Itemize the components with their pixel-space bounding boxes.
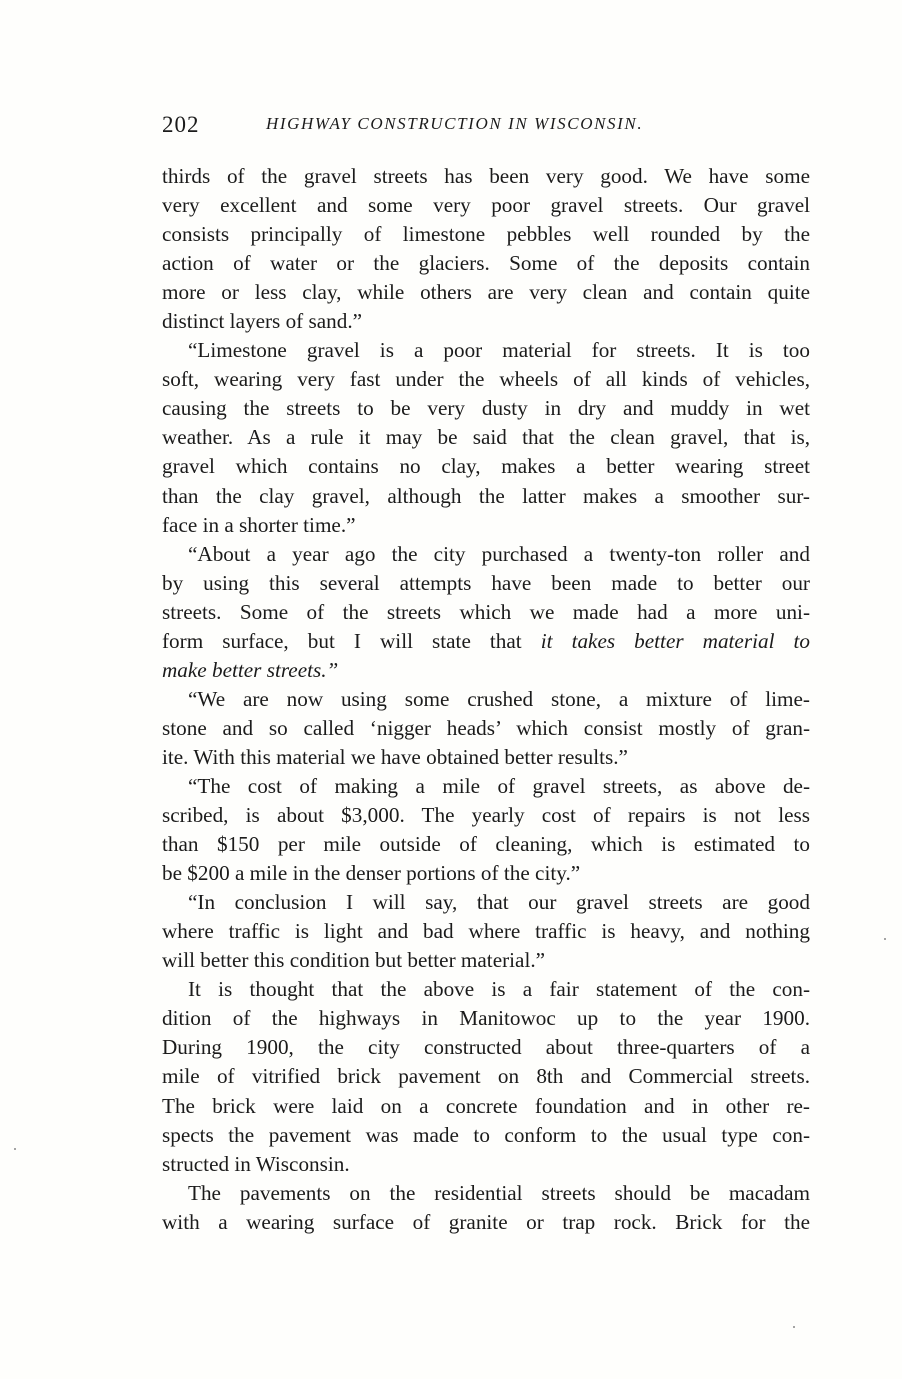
text-line: will better this condition but better material.”: [162, 948, 546, 973]
text-line: by using this several attempts have been made to better our: [162, 570, 810, 595]
text-line: It is thought that the above is a fair statement of the con-: [188, 977, 810, 1002]
text-line: more or less clay, while others are very clean and contain quite: [162, 280, 810, 305]
text-line: “In conclusion I will say, that our gravel streets are good: [188, 890, 810, 915]
italic-segment: it takes better material to: [540, 628, 810, 653]
text-line: action of water or the glaciers. Some of the deposits contain: [162, 251, 810, 276]
text-line-mixed: [162, 627, 810, 656]
text-line: causing the streets to be very dusty in dry and muddy in wet: [162, 396, 810, 421]
text-line: gravel which contains no clay, makes a better wearing street: [162, 454, 810, 479]
body-text: [162, 162, 810, 1237]
text-line: ite. With this material we have obtained better results.”: [162, 744, 628, 769]
text-line: with a wearing surface of granite or trap rock. Brick for the: [162, 1209, 810, 1234]
text-line: scribed, is about $3,000. The yearly cost of repairs is not less: [162, 803, 810, 828]
text-line: During 1900, the city constructed about three-quarters of a: [162, 1035, 810, 1060]
text-line: “The cost of making a mile of gravel streets, as above de-: [188, 773, 810, 798]
text-line: consists principally of limestone pebbles well rounded by the: [162, 222, 810, 247]
text-line: stone and so called ‘nigger heads’ which consist mostly of gran-: [162, 715, 810, 740]
text-line: distinct layers of sand.”: [162, 309, 363, 334]
text-line: very excellent and some very poor gravel streets. Our gravel: [162, 193, 810, 218]
text-line: than the clay gravel, although the latter makes a smoother sur-: [162, 483, 810, 508]
text-line: “We are now using some crushed stone, a mixture of lime-: [188, 686, 810, 711]
text-line: where traffic is light and bad where traffic is heavy, and nothing: [162, 919, 810, 944]
text-line: “About a year ago the city purchased a twenty-ton roller and: [188, 541, 810, 566]
text-line: spects the pavement was made to conform to the usual type con-: [162, 1122, 810, 1147]
text-line: dition of the highways in Manitowoc up to the year 1900.: [162, 1006, 810, 1031]
text-segment: form surface, but I will state that: [162, 628, 522, 653]
paper-speck: [884, 938, 886, 940]
text-line: soft, wearing very fast under the wheels of all kinds of vehicles,: [162, 367, 810, 392]
text-line: face in a shorter time.”: [162, 512, 356, 537]
text-line: streets. Some of the streets which we made had a more uni-: [162, 599, 810, 624]
text-line: mile of vitrified brick pavement on 8th and Commercial streets.: [162, 1064, 810, 1089]
page-header: [162, 112, 812, 142]
text-line: than $150 per mile outside of cleaning, which is estimated to: [162, 832, 810, 857]
text-line: thirds of the gravel streets has been very good. We have some: [162, 164, 810, 188]
text-line: The brick were laid on a concrete foundation and in other re-: [162, 1093, 810, 1118]
text-line: be $200 a mile in the denser portions of the city.”: [162, 861, 581, 886]
text-line: The pavements on the residential streets should be macadam: [188, 1180, 810, 1205]
text-line: weather. As a rule it may be said that the clean gravel, that is,: [162, 425, 810, 450]
text-line: “Limestone gravel is a poor material for streets. It is too: [188, 338, 810, 363]
page-number: 202: [162, 112, 200, 137]
italic-segment: make better streets.”: [162, 657, 339, 682]
paper-speck: [14, 1148, 16, 1150]
running-head: HIGHWAY CONSTRUCTION IN WISCONSIN.: [266, 114, 644, 133]
text-line: structed in Wisconsin.: [162, 1151, 350, 1176]
text-line-italic: [162, 656, 810, 685]
paper-speck: [793, 1326, 795, 1328]
